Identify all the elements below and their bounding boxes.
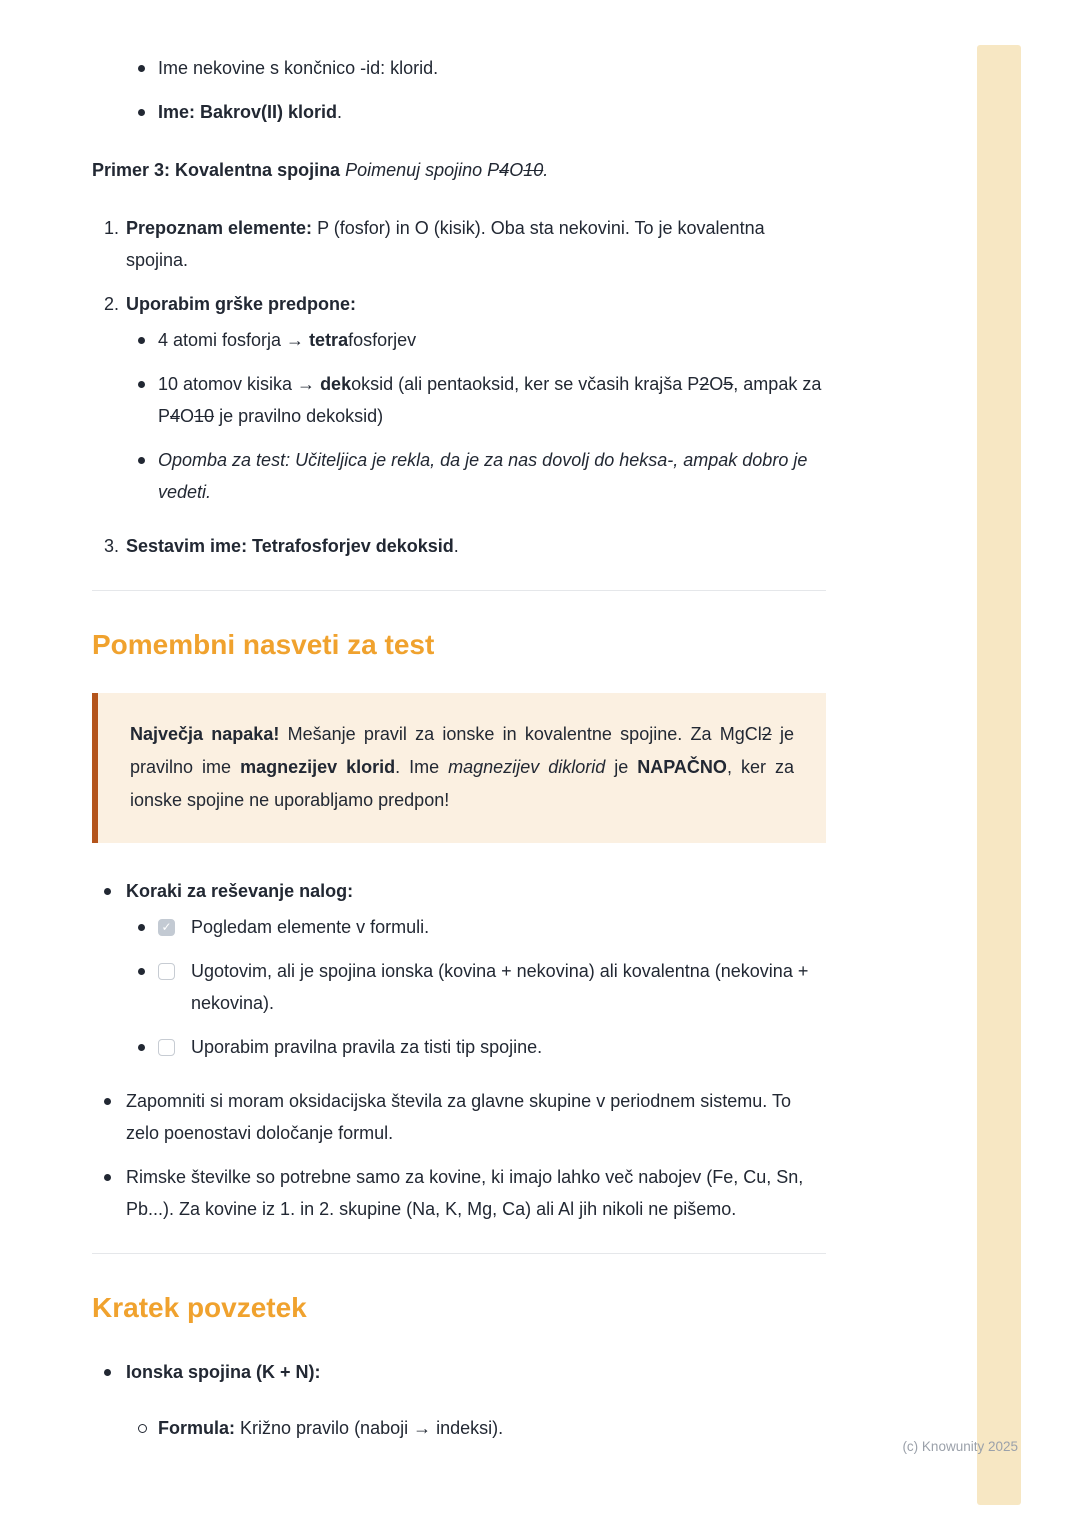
text-run: . [453, 536, 459, 556]
text-run: O [709, 374, 724, 394]
dot-marker [104, 1174, 111, 1181]
text-run: . [543, 160, 549, 180]
checkbox-unchecked[interactable] [158, 963, 175, 980]
text-run: Ugotovim, ali je spojina ionska (kovina + nekovina) ali kovalentna (nekovina + nekovina). [191, 961, 809, 1013]
text-run: Koraki za reševanje nalog: [126, 881, 354, 901]
text-run: Prepoznam elemente: [126, 218, 313, 238]
list-item [92, 96, 826, 128]
text-run: dek [320, 374, 352, 394]
list-item-text [191, 955, 826, 1019]
list-item-text [126, 212, 826, 276]
text-run: Pomembni nasveti za test [92, 629, 435, 660]
text-run: , ker za ionske spojine ne uporabljamo predpon! [130, 757, 794, 810]
bullet-icon [138, 1031, 158, 1063]
text-run: Primer 3: Kovalentna spojina [92, 160, 341, 180]
text-run: oksid (ali pentaoksid, ker se včasih krajša P [351, 374, 700, 394]
list-item-text [126, 1356, 826, 1388]
bullet-icon [138, 96, 158, 128]
text-run: . [337, 102, 343, 122]
bullet-icon [104, 1085, 126, 1117]
list-item-text [126, 1161, 826, 1225]
list-item [92, 875, 826, 907]
text-run: Poimenuj spojino P [340, 160, 500, 180]
dot-marker [138, 65, 145, 72]
text-run: Ime: Bakrov(II) klorid [158, 102, 338, 122]
list-item-text [126, 1085, 826, 1149]
list-item-text [126, 288, 826, 320]
text-run: fosforjev [348, 330, 417, 350]
text-run: Ime nekovine s končnico -id: klorid. [158, 58, 439, 78]
text-run: O [509, 160, 524, 180]
dot-marker [104, 1369, 111, 1376]
list-number: 1. [104, 218, 120, 238]
bullet-icon [104, 1161, 126, 1193]
list-item-text [158, 444, 826, 508]
text-run: Uporabim pravilna pravila za tisti tip spojine. [191, 1037, 543, 1057]
bullet-icon [104, 875, 126, 907]
text-run: 5 [723, 374, 734, 394]
list-item-text [158, 368, 826, 432]
text-run: Ionska spojina (K + N): [126, 1362, 321, 1382]
text-run: magnezijev diklorid [448, 757, 606, 777]
text-run: Sestavim ime: Tetrafosforjev dekoksid [126, 536, 454, 556]
text-run: P (fosfor) in O (kisik). Oba sta nekovini. To je kovalentna spojina. [126, 218, 765, 270]
text-run: , ampak za P [158, 374, 822, 426]
list-item-text [191, 1031, 826, 1063]
text-run: Kratek povzetek [92, 1292, 307, 1323]
text-run: 4 atomi fosforja → [158, 330, 310, 350]
checkbox-unchecked[interactable] [158, 1039, 175, 1056]
watermark: (c) Knowunity 2025 [902, 1439, 1018, 1454]
checkbox-checked[interactable]: ✓ [158, 919, 175, 936]
list-item [92, 1161, 826, 1225]
list-item [92, 324, 826, 356]
text-run: Zapomniti si moram oksidacijska števila za glavne skupine v periodnem sistemu. To zelo poenostavi določanje formul. [126, 1091, 791, 1143]
circle-marker [138, 1424, 147, 1433]
bullet-icon [104, 1356, 126, 1388]
list-item [92, 955, 826, 1019]
text-run: Opomba za test: Učiteljica je rekla, da je za nas dovolj do heksa-, ampak dobro je vedeti. [158, 450, 808, 502]
list-number: 2. [104, 294, 120, 314]
list-item [92, 368, 826, 432]
section-divider [92, 590, 826, 591]
dot-marker [104, 1098, 111, 1105]
text-run: 2 [761, 724, 772, 744]
dot-marker [138, 924, 145, 931]
bullet-icon [138, 368, 158, 400]
text-run: je [605, 757, 638, 777]
text-run: je pravilno dekoksid) [214, 406, 384, 426]
text-run: tetra [309, 330, 349, 350]
text-run: . Ime [395, 757, 449, 777]
section-heading [92, 1290, 826, 1326]
text-run: 4 [499, 160, 510, 180]
text-run: O [180, 406, 195, 426]
list-item [92, 1085, 826, 1149]
checkbox-container [158, 911, 175, 943]
list-item-text [126, 530, 826, 562]
dot-marker [138, 1044, 145, 1051]
callout-text [130, 718, 794, 817]
paragraph [92, 154, 826, 186]
list-item-text [158, 96, 826, 128]
list-number: 3. [104, 536, 120, 556]
list-item [92, 52, 826, 84]
dot-marker [138, 337, 145, 344]
document-content [92, 0, 826, 1444]
dot-marker [104, 888, 111, 895]
dot-marker [138, 457, 145, 464]
text-run: Pogledam elemente v formuli. [191, 917, 430, 937]
text-run: 2 [699, 374, 710, 394]
list-item-text [191, 911, 826, 943]
text-run: 10 atomov kisika → [158, 374, 321, 394]
checkbox-container [158, 955, 175, 987]
section-heading [92, 627, 826, 663]
bullet-icon [138, 955, 158, 987]
bullet-icon [138, 52, 158, 84]
list-item-text [158, 324, 826, 356]
list-item-text [158, 1412, 826, 1444]
list-item-text [158, 52, 826, 84]
list-item [92, 911, 826, 943]
text-run: Rimske številke so potrebne samo za kovine, ki imajo lahko več nabojev (Fe, Cu, Sn, Pb...). Za kovine iz 1. in 2. skupine (Na, K, Mg, Ca) ali Al jih nikoli ne pišemo. [126, 1167, 804, 1219]
text-run: Največja napaka! [130, 724, 280, 744]
dot-marker [138, 381, 145, 388]
checkbox-container [158, 1031, 175, 1063]
dot-marker [138, 109, 145, 116]
text-run: magnezijev klorid [240, 757, 396, 777]
text-run: 4 [170, 406, 181, 426]
text-run: je pravilno ime [130, 724, 794, 777]
list-item [92, 1356, 826, 1388]
bullet-icon [138, 911, 158, 943]
text-run: NAPAČNO [637, 757, 727, 777]
numbered-list-item [92, 288, 826, 320]
text-run: 10 [194, 406, 215, 426]
text-run: Mešanje pravil za ionske in kovalentne spojine. Za MgCl [279, 724, 762, 744]
list-item [92, 444, 826, 508]
text-run: Križno pravilo (naboji → indeksi). [235, 1418, 504, 1438]
page-edge-stripe [977, 45, 1021, 1505]
numbered-list-item [92, 530, 826, 562]
text-run: 10 [523, 160, 544, 180]
section-divider [92, 1253, 826, 1254]
list-item-text [126, 875, 826, 907]
bullet-icon [138, 324, 158, 356]
text-run: Uporabim grške predpone: [126, 294, 357, 314]
list-item [92, 1412, 826, 1444]
callout-box [92, 693, 826, 843]
numbered-list-item [92, 212, 826, 276]
bullet-icon [138, 444, 158, 476]
list-item [92, 1031, 826, 1063]
text-run: Formula: [158, 1418, 236, 1438]
circle-bullet-icon [138, 1412, 158, 1444]
dot-marker [138, 968, 145, 975]
